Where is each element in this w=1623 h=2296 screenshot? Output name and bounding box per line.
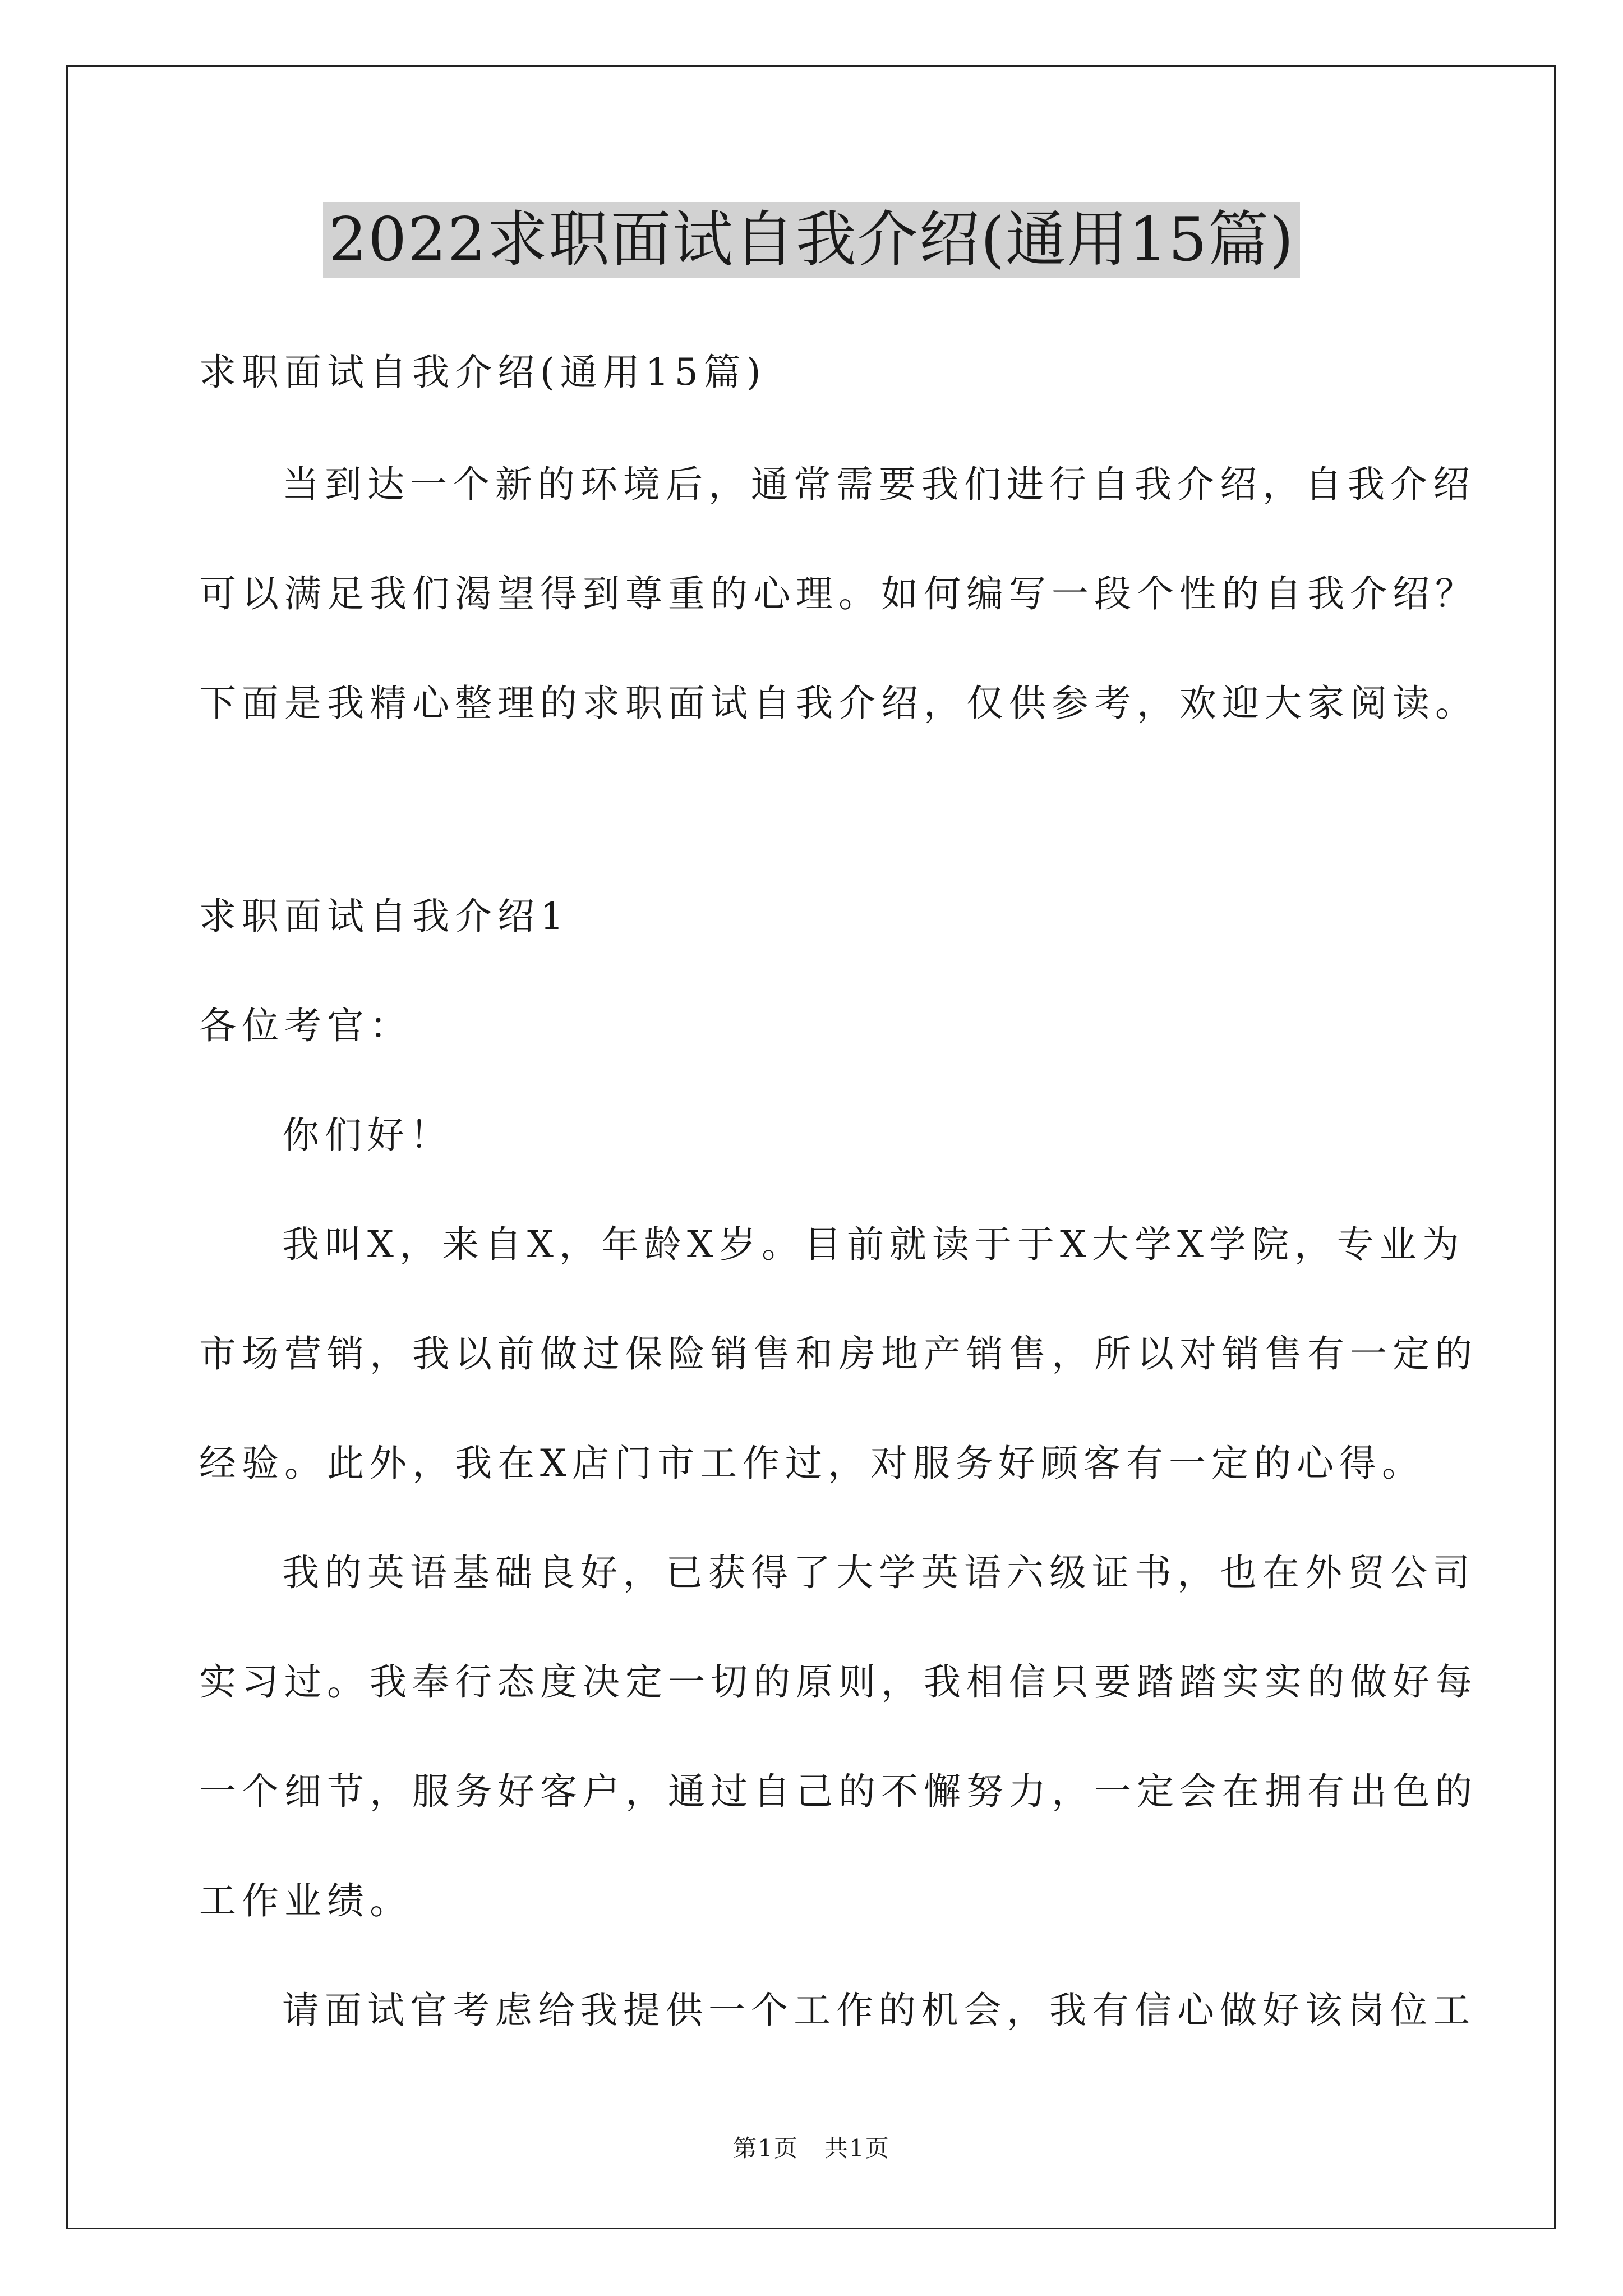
document-title: 2022求职面试自我介绍(通用15篇) <box>323 202 1301 278</box>
paragraph-line: 经验。此外，我在X店门市工作过，对服务好顾客有一定的心得。 <box>199 1442 1424 1485</box>
paragraph-line: 一个细节，服务好客户，通过自己的不懈努力，一定会在拥有出色的 <box>199 1770 1478 1813</box>
subtitle-line: 求职面试自我介绍(通用15篇) <box>199 351 767 394</box>
paragraph-line: 我叫X，来自X，年龄X岁。目前就读于于X大学X学院，专业为 <box>282 1223 1465 1266</box>
section-heading: 求职面试自我介绍1 <box>199 895 569 938</box>
paragraph-line: 下面是我精心整理的求职面试自我介绍，仅供参考，欢迎大家阅读。 <box>199 682 1478 725</box>
page-footer: 第1页 共1页 <box>733 2134 890 2162</box>
paragraph-line: 请面试官考虑给我提供一个工作的机会，我有信心做好该岗位工 <box>282 1989 1476 2032</box>
title-container <box>0 202 1623 278</box>
paragraph-line: 实习过。我奉行态度决定一切的原则，我相信只要踏踏实实的做好每 <box>199 1660 1478 1704</box>
salutation-line: 各位考官： <box>199 1004 412 1047</box>
paragraph-line: 工作业绩。 <box>199 1879 412 1922</box>
greeting-line: 你们好！ <box>282 1114 453 1157</box>
paragraph-line: 可以满足我们渴望得到尊重的心理。如何编写一段个性的自我介绍？ <box>199 572 1478 615</box>
paragraph-line: 市场营销，我以前做过保险销售和房地产销售，所以对销售有一定的 <box>199 1332 1478 1375</box>
paragraph-line: 当到达一个新的环境后，通常需要我们进行自我介绍，自我介绍 <box>282 463 1476 506</box>
paragraph-line: 我的英语基础良好，已获得了大学英语六级证书，也在外贸公司 <box>282 1551 1476 1594</box>
